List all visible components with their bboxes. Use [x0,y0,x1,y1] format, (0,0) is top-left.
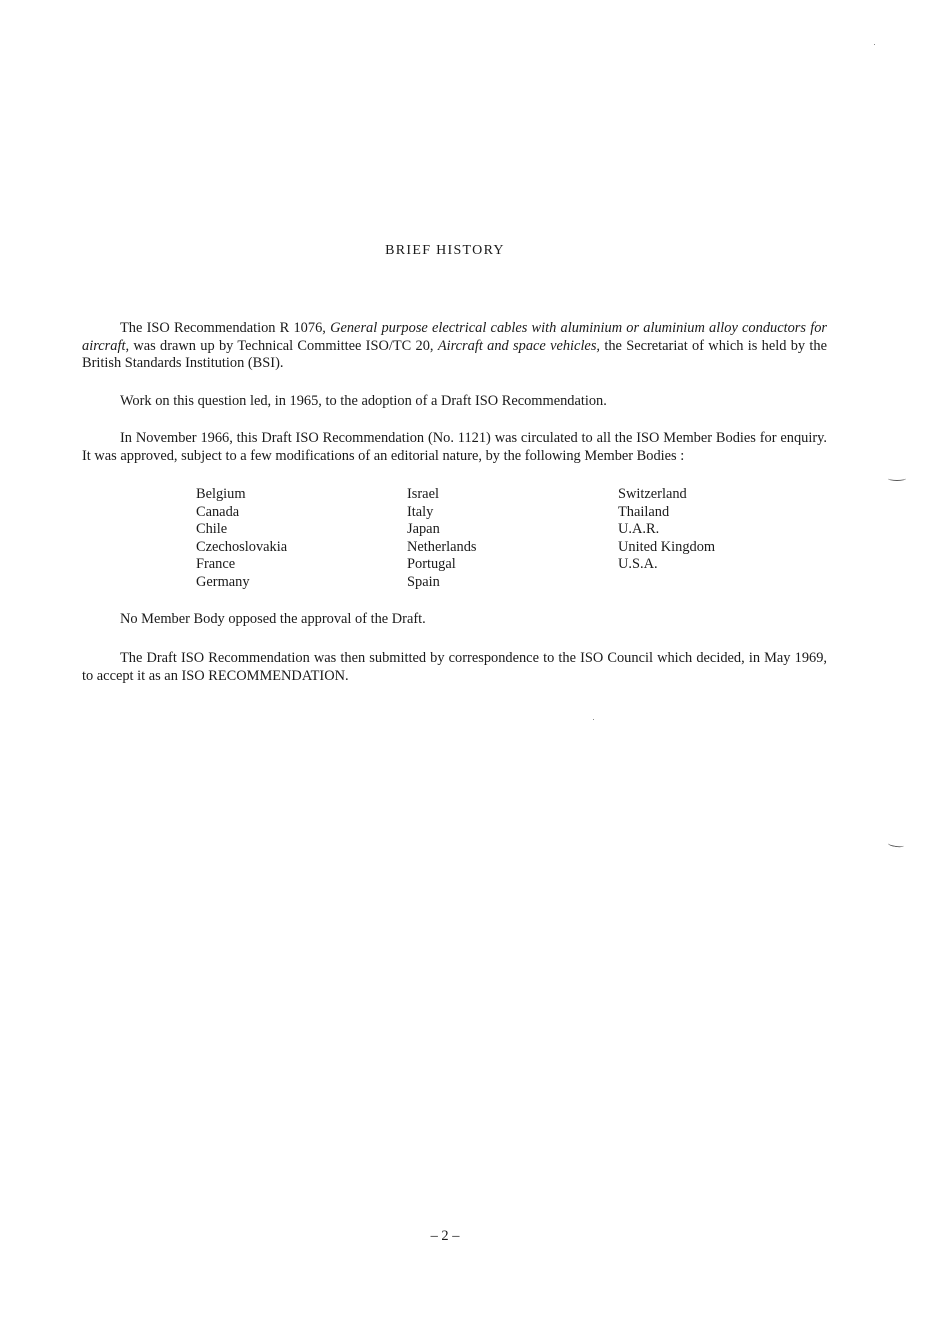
member-body: United Kingdom [618,538,716,555]
section-heading: BRIEF HISTORY [385,243,505,258]
member-body: Israel [407,486,439,502]
member-body: Spain [407,573,440,590]
origin-text-1: The ISO Recommendation R 1076, [120,320,331,336]
draft-adoption-text: Work on this question led, in 1965, to the adoption of a Draft ISO Recommendation. [120,393,607,409]
origin-text-3: the Secretariat of which is held by the British Standards Institution (BSI). [82,337,827,371]
member-column-2 [407,486,607,591]
member-body: Belgium [196,486,246,502]
paragraph-draft-adoption [82,393,827,411]
origin-text-2: was drawn up by Technical Committee ISO/TC 20, [129,337,438,354]
no-opposition-text: No Member Body opposed the approval of the Draft. [120,611,426,627]
council-decision-text: The Draft ISO Recommendation was then submitted by correspondence to the ISO Council which decided, in May 1969, to accept it as an ISO RECOMMENDATION. [82,650,827,684]
member-body: Switzerland [618,486,687,502]
member-body: Germany [196,573,250,590]
paragraph-origin [82,320,827,373]
scan-speck [593,719,594,720]
paragraph-council-decision [82,650,827,685]
member-body: Czechoslovakia [196,538,288,555]
scan-speck [874,44,875,45]
member-body: Italy [407,503,434,520]
paragraph-circulation [82,430,827,465]
member-column-3 [618,486,818,574]
member-body: Portugal [407,556,456,572]
member-body: Canada [196,503,240,520]
member-body: U.A.R. [618,521,660,537]
member-body: Chile [196,521,228,537]
member-body: France [196,556,236,572]
committee-title: Aircraft and space vehicles, [437,337,601,354]
scan-mark [888,841,905,848]
member-body: Japan [407,521,440,537]
member-body: U.S.A. [618,556,658,572]
page-number: – 2 – [430,1228,460,1244]
circulation-text: In November 1966, this Draft ISO Recommendation (No. 1121) was circulated to all the ISO Member Bodies for enquiry. It was approved, subject to a few modifications of an editorial nature, by the following Member Bodies : [82,430,827,464]
scan-mark [888,476,906,481]
member-column-1 [196,486,396,591]
member-body: Thailand [618,503,670,520]
paragraph-no-opposition [82,611,827,629]
recommendation-title: General purpose electrical cables with aluminium or aluminium alloy conductors for aircraft, [82,320,827,354]
member-body: Netherlands [407,538,477,555]
